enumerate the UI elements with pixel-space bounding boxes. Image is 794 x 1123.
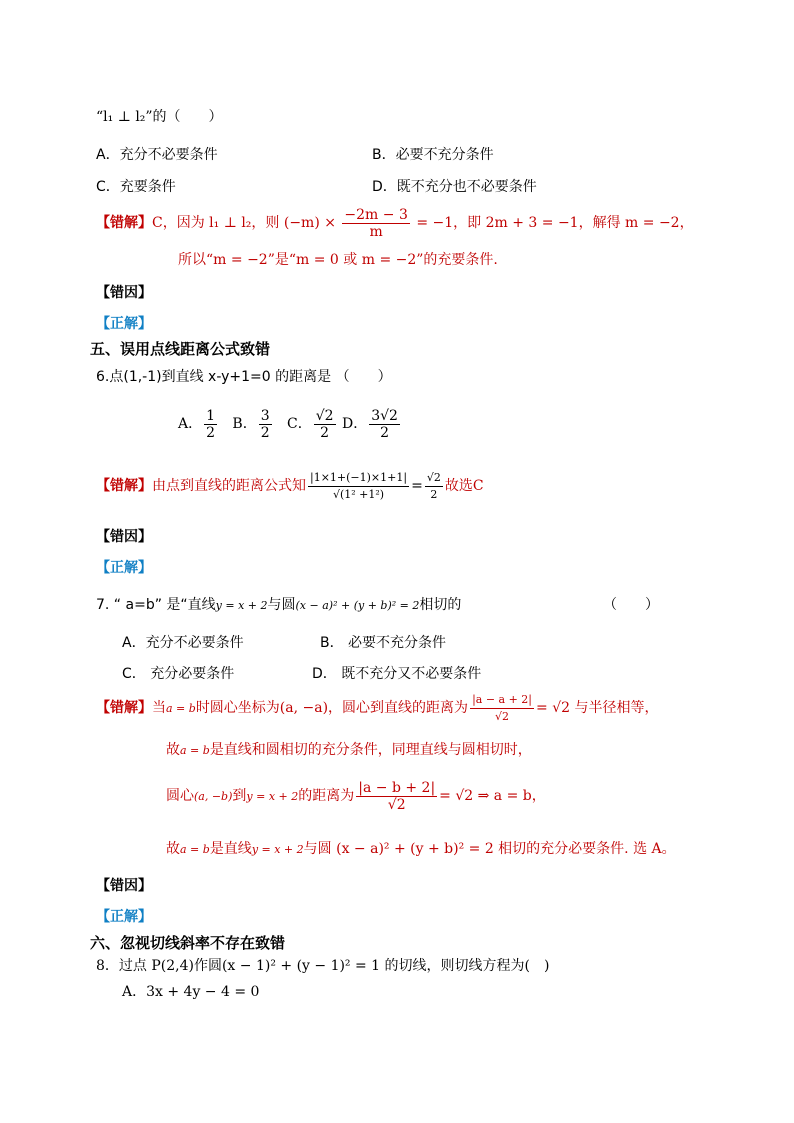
q7-wrong-4-ab: a = b [180, 843, 210, 856]
q7-stem-paren: （ ） [603, 597, 659, 613]
q6-wrong-equals: = [411, 478, 423, 494]
q5-wrong-tag: 【错解】 [96, 215, 152, 231]
q6-option-c-denominator: 2 [320, 424, 330, 441]
q5-wrong-text-a: C，因为 l₁ ⊥ l₂，则 (−m) × [152, 215, 336, 231]
q5-wrong-fraction-numerator: −2m − 3 [344, 206, 408, 223]
q7-wrong-line-3 [166, 776, 546, 817]
q6-wrong-fraction-2 [425, 470, 443, 503]
q6-wrong-text-b: 故选C [444, 478, 484, 494]
q6-option-c-fraction [314, 408, 336, 441]
q8-option-a: A．3x + 4y − 4 = 0 [122, 984, 260, 1000]
q6-option-a-label: A． [178, 416, 203, 432]
q7-stem-circle: (x − a)² + (y + b)² = 2 [295, 599, 420, 612]
q7-wrong-1-denominator: √2 [495, 709, 510, 723]
q5-wrong-fraction-denominator: m [369, 223, 383, 240]
q7-wrong-3-line: y = x + 2 [246, 790, 299, 803]
q7-wrong-2-b: 是直线和圆相切的充分条件，同理直线与圆相切时， [209, 742, 532, 758]
q7-stem [96, 596, 461, 615]
q5-option-a: A．充分不必要条件 [96, 147, 218, 163]
q7-wrong-1-b: 时圆心坐标为(a, −a)，圆心到直线的距离为 [195, 700, 469, 716]
q6-option-b-numerator: 3 [260, 407, 270, 424]
q7-wrong-1-c: = √2 与半径相等， [536, 700, 659, 716]
q7-wrong-4-c: 与圆 (x − a)² + (y + b)² = 2 相切的充分必要条件. 选 A。 [303, 841, 676, 857]
q7-stem-a: 7. “ a=b” 是“直线 [96, 597, 216, 613]
q7-option-a: A．充分不必要条件 [122, 635, 244, 651]
q7-stem-b: 与圆 [267, 597, 296, 613]
q7-wrong-3-denominator: √2 [387, 796, 406, 813]
q5-option-d: D．既不充分也不必要条件 [372, 179, 537, 195]
q7-wrong-2-ab: a = b [180, 744, 210, 757]
q5-option-c: C．充要条件 [96, 179, 176, 195]
q7-wrong-3-d: = √2 ⇒ a = b， [439, 788, 546, 804]
q7-correct-tag: 【正解】 [96, 909, 152, 925]
q7-option-b: B． 必要不充分条件 [320, 635, 447, 651]
q6-wrong-fraction-2-numerator: √2 [425, 470, 443, 487]
q6-option-c-label: C． [286, 416, 312, 432]
q7-wrong-1-numerator: |a − a + 2| [470, 692, 534, 709]
q5-stem-tail: “l₁ ⊥ l₂”的（ ） [96, 109, 223, 125]
q5-wrong-line-2: 所以“m = −2”是“m = 0 或 m = −2”的充要条件. [178, 252, 498, 268]
q7-reason-tag: 【错因】 [96, 878, 152, 894]
q5-wrong-line-1 [96, 206, 694, 240]
q6-wrong-fraction [308, 470, 409, 503]
q6-wrong-line [96, 466, 484, 506]
q7-wrong-line-4 [166, 840, 676, 859]
q6-option-a-fraction [204, 408, 217, 441]
q7-wrong-1-a: 当 [152, 700, 166, 716]
q6-wrong-fraction-2-denominator: 2 [430, 487, 438, 501]
q6-option-d-fraction [369, 408, 400, 441]
q7-stem-c: 相切的 [419, 597, 462, 613]
q7-wrong-1-fraction [470, 692, 534, 725]
q6-option-b-label: B． [232, 416, 257, 432]
q7-wrong-line-2 [166, 741, 532, 760]
q5-wrong-text-b: = −1，即 2m + 3 = −1，解得 m = −2， [416, 215, 694, 231]
q6-option-d-denominator: 2 [380, 424, 390, 441]
q7-wrong-4-line: y = x + 2 [251, 843, 304, 856]
q6-option-a-denominator: 2 [206, 424, 216, 441]
q7-wrong-3-numerator: |a − b + 2| [358, 779, 436, 796]
q6-option-a-numerator: 1 [206, 407, 216, 424]
q7-option-d: D． 既不充分又不必要条件 [312, 666, 482, 682]
q7-wrong-3-point: (a, −b) [194, 790, 233, 803]
q6-stem: 6.点(1,-1)到直线 x-y+1=0 的距离是 （ ） [96, 369, 392, 385]
q6-wrong-fraction-denominator: √(1² +1²) [332, 487, 385, 501]
q6-correct-tag: 【正解】 [96, 560, 152, 576]
q5-wrong-fraction [342, 207, 409, 240]
section-5-heading: 五、误用点线距离公式致错 [90, 340, 271, 358]
q7-stem-line: y = x + 2 [215, 599, 268, 612]
q7-wrong-3-b: 到 [232, 788, 247, 804]
q6-options [178, 404, 402, 444]
q7-wrong-line-1 [96, 690, 658, 727]
q7-wrong-2-a: 故 [166, 742, 180, 758]
q7-wrong-1-ab: a = b [166, 702, 196, 715]
q7-wrong-tag: 【错解】 [96, 700, 152, 716]
q7-wrong-3-c: 的距离为 [298, 788, 355, 804]
q6-option-d-label: D． [341, 416, 368, 432]
q6-option-d-numerator: 3√2 [371, 407, 398, 424]
q6-wrong-fraction-numerator: |1×1+(−1)×1+1| [308, 470, 409, 487]
section-6-heading: 六、忽视切线斜率不存在致错 [90, 934, 286, 952]
q6-option-c-numerator: √2 [315, 407, 334, 424]
q7-wrong-3-a: 圆心 [166, 788, 194, 804]
q5-option-b: B．必要不充分条件 [372, 147, 494, 163]
q7-wrong-4-a: 故 [166, 841, 180, 857]
q6-option-b-denominator: 2 [260, 424, 270, 441]
q6-option-b-fraction [259, 408, 272, 441]
q6-reason-tag: 【错因】 [96, 529, 152, 545]
q7-wrong-4-b: 是直线 [209, 841, 252, 857]
q6-wrong-text-a: 由点到直线的距离公式知 [152, 478, 306, 494]
q8-stem: 8．过点 P(2,4)作圆(x − 1)² + (y − 1)² = 1 的切线，则切线方程为( ) [96, 958, 550, 974]
q5-correct-tag: 【正解】 [96, 316, 152, 332]
q6-wrong-tag: 【错解】 [96, 478, 152, 494]
q5-reason-tag: 【错因】 [96, 285, 152, 301]
q7-option-c: C． 充分必要条件 [122, 666, 235, 682]
q7-wrong-3-fraction [356, 780, 437, 813]
